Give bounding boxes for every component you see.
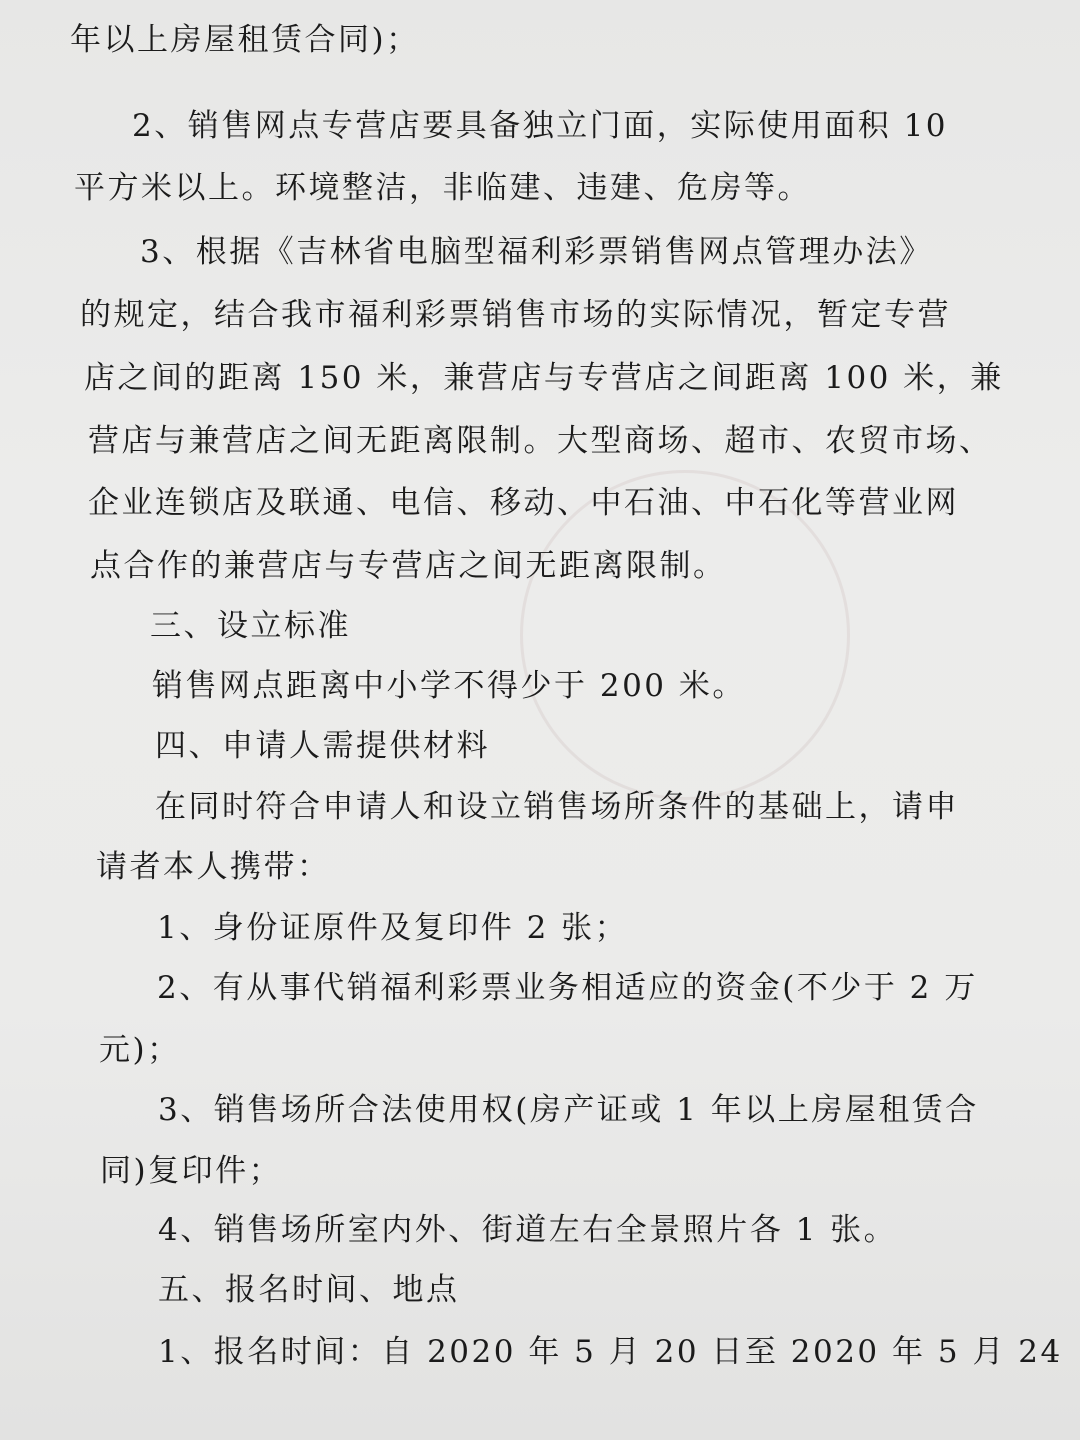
list-item: 3、销售场所合法使用权(房产证或 1 年以上房屋租赁合 xyxy=(158,1092,979,1128)
text-line: 在同时符合申请人和设立销售场所条件的基础上，请申 xyxy=(155,789,959,825)
text-line: 企业连锁店及联通、电信、移动、中石油、中石化等营业网 xyxy=(88,485,959,521)
text-line: 平方米以上。环境整洁，非临建、违建、危房等。 xyxy=(74,170,811,206)
text-line: 店之间的距离 150 米，兼营店与专营店之间距离 100 米，兼 xyxy=(84,360,1004,396)
section-heading: 四、申请人需提供材料 xyxy=(155,728,490,764)
list-item: 2、有从事代销福利彩票业务相适应的资金(不少于 2 万 xyxy=(157,970,978,1006)
text-line: 同)复印件； xyxy=(100,1153,283,1189)
list-item: 1、报名时间：自 2020 年 5 月 20 日至 2020 年 5 月 24 xyxy=(158,1334,1063,1370)
list-item: 1、身份证原件及复印件 2 张； xyxy=(157,910,629,946)
text-line: 营店与兼营店之间无距离限制。大型商场、超市、农贸市场、 xyxy=(88,423,993,459)
text-line: 年以上房屋租赁合同)； xyxy=(70,22,420,58)
text-line: 请者本人携带： xyxy=(96,849,331,885)
text-line: 点合作的兼营店与专营店之间无距离限制。 xyxy=(90,548,727,584)
text-line: 销售网点距离中小学不得少于 200 米。 xyxy=(152,668,746,704)
text-line: 2、销售网点专营店要具备独立门面，实际使用面积 10 xyxy=(132,108,949,144)
text-line: 元)； xyxy=(99,1032,181,1068)
text-line: 3、根据《吉林省电脑型福利彩票销售网点管理办法》 xyxy=(140,234,933,270)
section-heading: 五、报名时间、地点 xyxy=(158,1272,460,1308)
list-item: 4、销售场所室内外、街道左右全景照片各 1 张。 xyxy=(158,1212,898,1248)
section-heading: 三、设立标准 xyxy=(150,608,351,644)
text-line: 的规定，结合我市福利彩票销售市场的实际情况，暂定专营 xyxy=(80,297,951,333)
